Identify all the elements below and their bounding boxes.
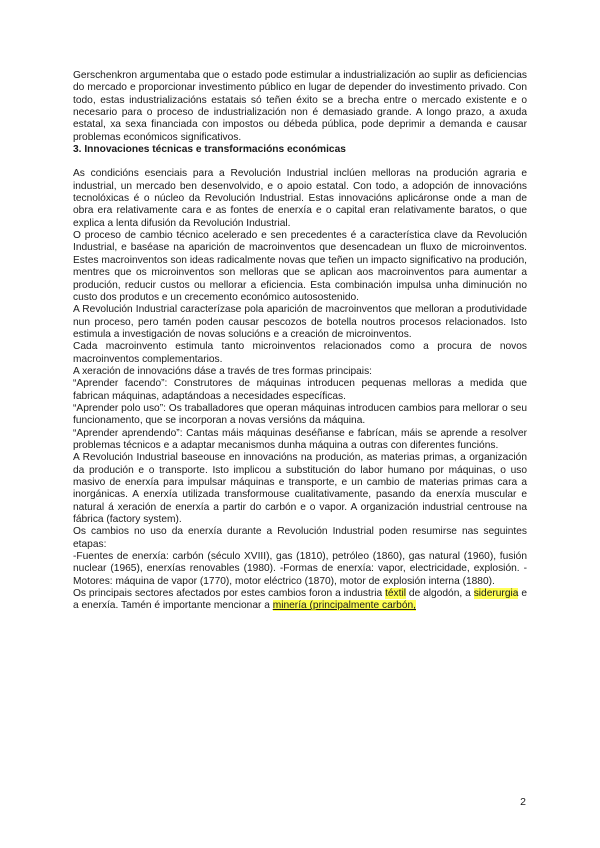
paragraph-gerschenkron: Gerschenkron argumentaba que o estado pode estimular a industrialización ao suplir as deficiencias do mercado e proporcionar investimento público en lugar de depender do investimento privado. Con todo, estas industrializacións estatais só teñen éxito se a brecha entre o mercado existente e o necesario para o proceso de industrialización non é demasiado grande. A longo prazo, a axuda estatal, xa sexa financiada con impostos ou débeda pública, pode deprimir a demanda e causar problemas económicos significativos. — [73, 70, 527, 143]
paragraph-each-macroinvention: Cada macroinvento estimula tanto microinventos relacionados como a procura de novos macroinventos complementarios. — [73, 341, 527, 365]
paragraph-technical-change: O proceso de cambio técnico acelerado e sen precedentes é a característica clave da Revolución Industrial, e baséase na aparición de macroinventos que desencadean un fluxo de microinventos. Estes macroinventos son ideas radicalmente novas que teñen un impacto significativo na produción, mentres que os microinventos son melloras que se aplican aos macroinventos para aumentar a produción, reducir custos ou mellorar a eficiencia. Esta combinación impulsa unha diminución no custo dos produtos e un crecemento económico autosostenido. — [73, 230, 527, 303]
text-segment: Os principais sectores afectados por estes cambios foron a industria — [73, 588, 386, 600]
paragraph-learning-by-using: “Aprender polo uso”: Os traballadores que operan máquinas introducen cambios para mellorar o seu funcionamento, que se incorporan a novas versións da máquina. — [73, 402, 527, 427]
text-segment: de algodón, a — [406, 588, 474, 600]
highlighted-text: siderurgia — [473, 588, 519, 600]
paragraph-learning-by-learning: “Aprender aprendendo”: Cantas máis máquinas deséñanse e fabrícan, máis se aprende a resolver problemas técnicos e a adaptar mecanismos dunha máquina a outras con diferentes funcións. — [73, 427, 527, 451]
section-heading: 3. Innovaciones técnicas e transformacións económicas — [73, 144, 346, 156]
highlighted-text: minería (principalmente carbón, — [272, 600, 416, 612]
page-number: 2 — [520, 796, 526, 808]
paragraph-energy-stages: -Fuentes de enerxía: carbón (século XVIII), gas (1810), petróleo (1860), gas natural (1960), fusión nuclear (1965), enerxías renovables (1980). -Formas de enerxía: vapor, electricidade, explosión. -Motores: máquina de vapor (1770), motor eléctrico (1870), motor de explosión interna (1880). — [73, 551, 527, 587]
paragraph-learning-by-doing: “Aprender facendo”: Construtores de máquinas introducen pequenas melloras a medida que fabrican máquinas, adaptándoas a necesidades específicas. — [73, 378, 527, 402]
blank-line — [73, 156, 527, 168]
paragraph-production-innovations: A Revolución Industrial baseouse en innovacións na produción, as materias primas, a organización da produción e o transporte. Isto implicou a substitución do labor humano por máquinas, o uso masivo de enerxía para impulsar máquinas e transporte, e un cambio de materias primas cara a inorgánicas. A enerxía utilizada transformouse cualitativamente, pasando da enerxía muscular e natural á xeración de enerxía a partir do carbón e o vapor. A organización industrial centrouse na fábrica (factory system). — [73, 452, 527, 526]
paragraph-essential-conditions: As condicións esenciais para a Revolución Industrial inclúen melloras na produción agraria e industrial, un mercado ben desenvolvido, e o apoio estatal. Con todo, a adopción de innovacións tecnolóxicas é o núcleo da Revolución Industrial. Estas innovacións aplicáronse onde a man de obra era relativamente cara e as fontes de enerxía e o capital eran relativamente baratos, o que explica a lenta difusión da Revolución Industrial. — [73, 168, 527, 229]
paragraph-macroinventions: A Revolución Industrial caracterízase pola aparición de macroinventos que melloran a produtividade nun proceso, pero tamén poden causar pescozos de botella noutros procesos relacionados. Isto estimula a investigación de novas solucións e a creación de microinventos. — [73, 304, 527, 340]
text-segment: e a enerxía. Tamén é importante mencionar a — [73, 588, 527, 612]
document-page — [73, 70, 527, 613]
highlighted-text: téxtil — [385, 588, 407, 600]
paragraph-main-sectors — [73, 588, 527, 613]
paragraph-energy-changes: Os cambios no uso da enerxía durante a Revolución Industrial poden resumirse nas seguintes etapas: — [73, 526, 527, 550]
paragraph-innovation-forms: A xeración de innovacións dáse a través de tres formas principais: — [73, 365, 372, 377]
